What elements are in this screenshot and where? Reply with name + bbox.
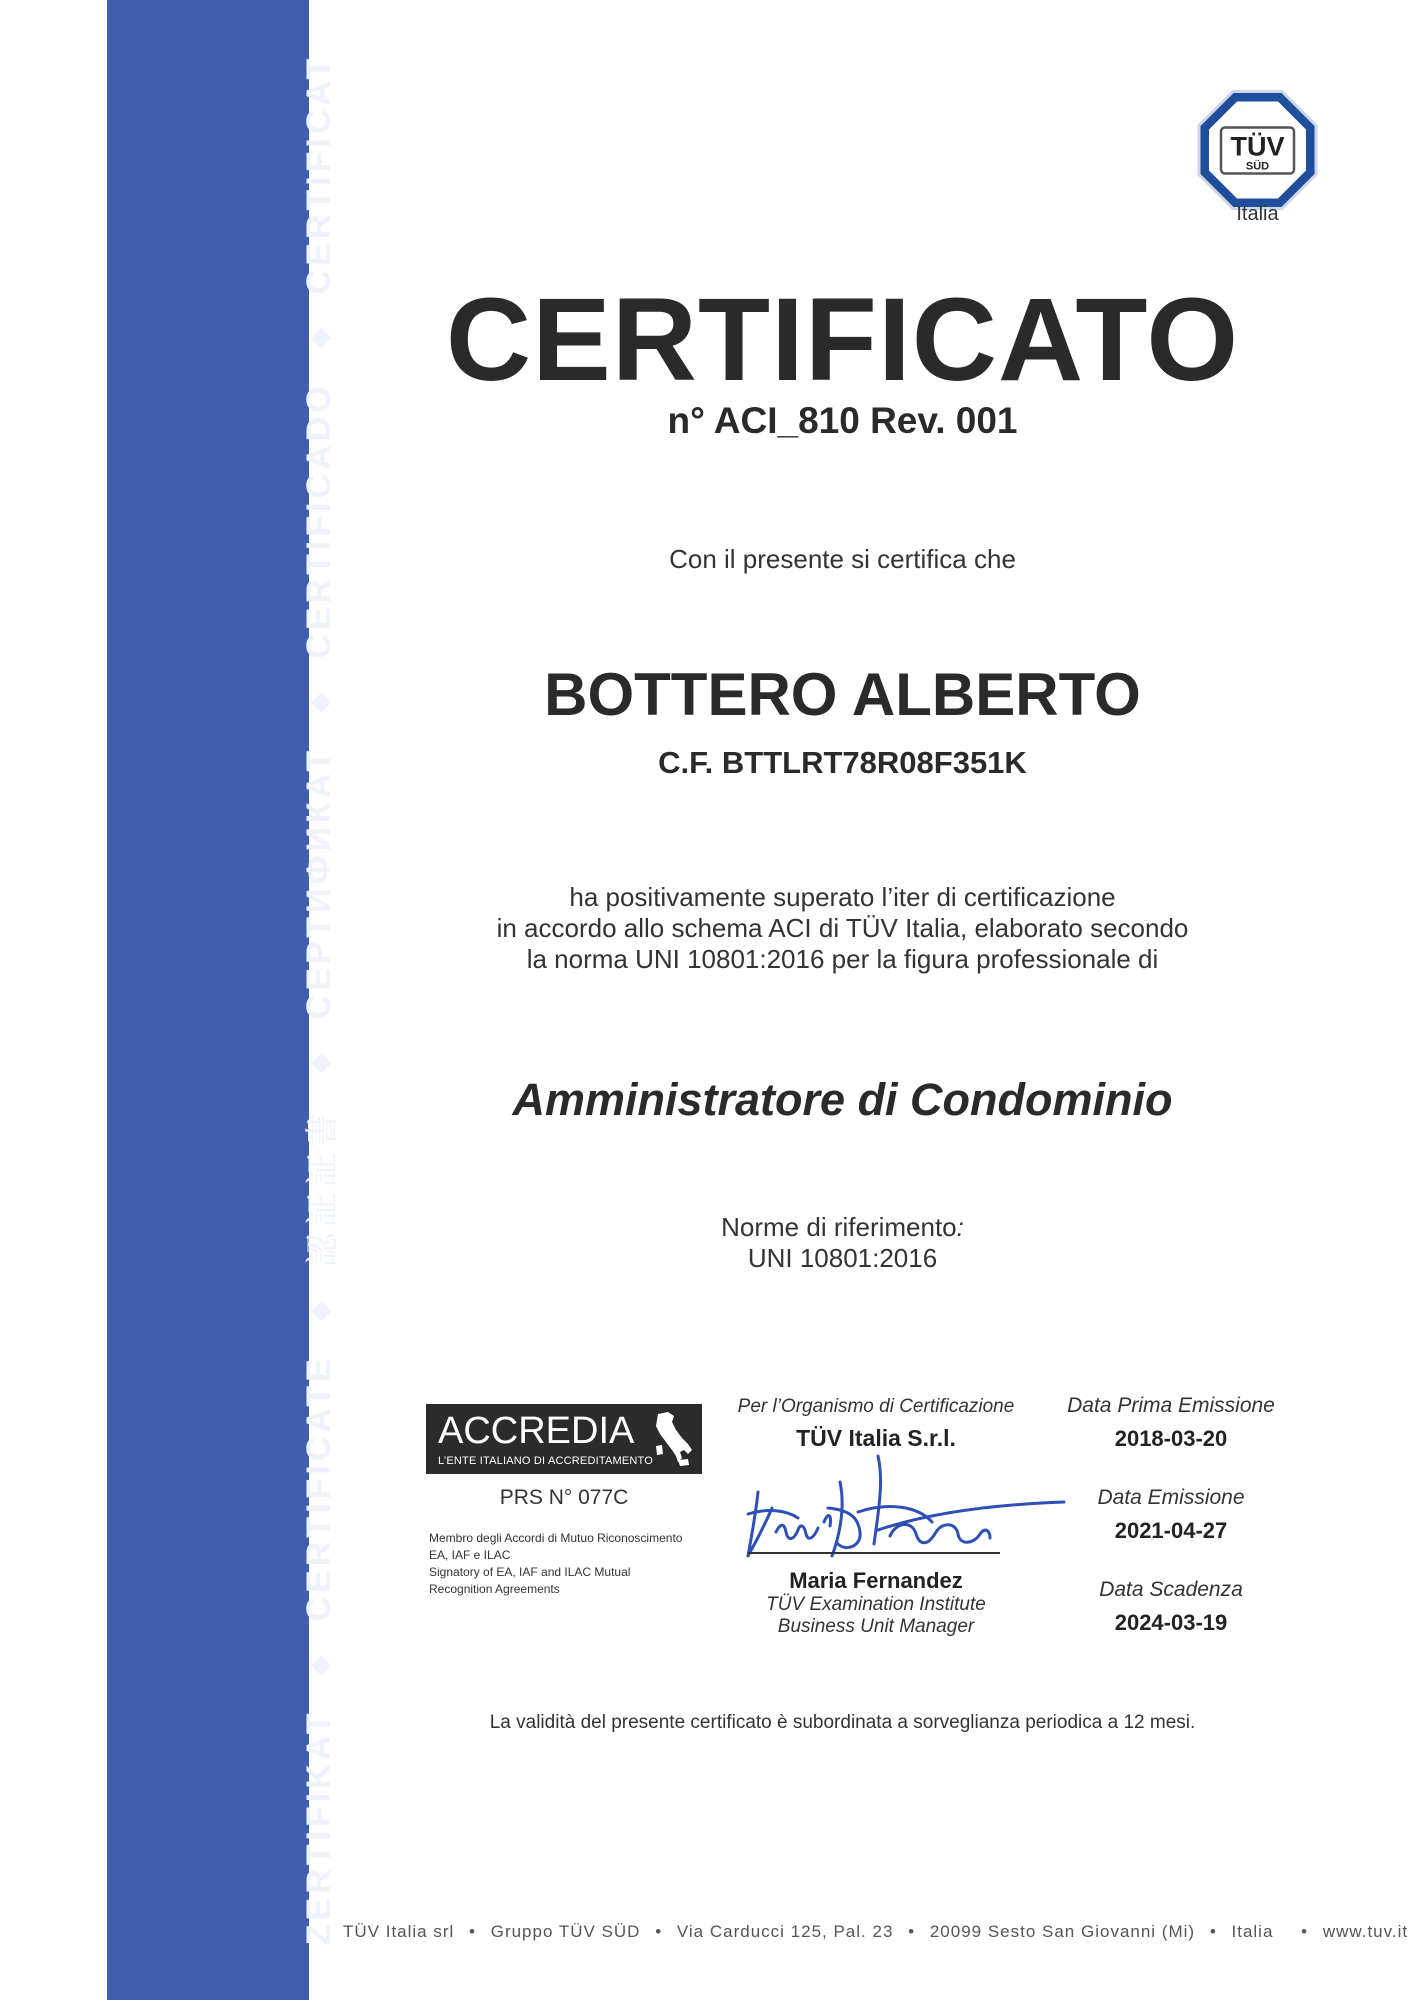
italy-map-icon (648, 1410, 698, 1470)
expiry-date-block (1060, 1578, 1282, 1636)
professional-role: Amministratore di Condominio (512, 1074, 1173, 1125)
holder-tax-code: C.F. BTTLRT78R08F351K (658, 745, 1027, 780)
footer-street: Via Carducci 125, Pal. 23 (676, 1922, 894, 1941)
band-label-zertifikat: ZERTIFIKAT (299, 1709, 338, 1946)
side-band-text (289, 0, 349, 2000)
accreditation-number: PRS N° 077C (499, 1486, 629, 1509)
validity-note: La validità del presente certificato è subordinata a sorveglianza periodica a 12 mesi. (489, 1712, 1196, 1733)
footer-separator: • (1301, 1922, 1309, 1941)
footer-website[interactable]: www.tuv.it (1322, 1922, 1409, 1941)
band-separator: ◆ (303, 328, 334, 349)
first-issue-date-block (1060, 1394, 1282, 1452)
band-label-certificado: CERTIFICADO (299, 382, 338, 659)
footer-country: Italia (1231, 1922, 1274, 1941)
first-issue-date-label: Data Prima Emissione (1067, 1394, 1275, 1417)
norms-label: Norme di riferimento (721, 1212, 957, 1242)
holder-name: BOTTERO ALBERTO (544, 661, 1141, 728)
reference-norms (420, 1212, 1265, 1274)
certificate-number: n° ACI_810 Rev. 001 (667, 400, 1018, 441)
mutual-line: Recognition Agreements (429, 1582, 560, 1596)
mutual-line: Membro degli Accordi di Mutuo Riconoscimento (429, 1531, 683, 1545)
signatory-role (720, 1594, 1032, 1638)
band-label-certificate: CERTIFICATE (299, 1355, 338, 1622)
footer-separator: • (908, 1922, 916, 1941)
side-band (107, 0, 342, 2000)
norms-colon: : (956, 1212, 964, 1242)
footer-address (343, 1922, 1409, 1942)
issue-date-value: 2021-04-27 (1114, 1518, 1228, 1543)
norms-value: UNI 10801:2016 (747, 1243, 938, 1273)
footer-separator: • (1209, 1922, 1217, 1941)
mutual-recognition-note (429, 1530, 719, 1598)
certification-statement (420, 882, 1265, 975)
accredia-name: ACCREDIA (438, 1410, 635, 1452)
logo-caption: Italia (1236, 203, 1279, 225)
handwritten-signature (728, 1452, 1068, 1572)
footer-city: 20099 Sesto San Giovanni (Mi) (929, 1922, 1196, 1941)
expiry-date-label: Data Scadenza (1099, 1578, 1243, 1601)
band-separator: ◆ (303, 1655, 334, 1676)
band-separator: ◆ (303, 1053, 334, 1074)
band-separator: ◆ (303, 1301, 334, 1322)
first-issue-date-value: 2018-03-20 (1114, 1426, 1228, 1451)
footer-group: Gruppo TÜV SÜD (490, 1922, 641, 1941)
certificate-title: CERTIFICATO (445, 274, 1240, 406)
expiry-date-value: 2024-03-19 (1114, 1610, 1228, 1635)
footer-separator: • (655, 1922, 663, 1941)
footer-company: TÜV Italia srl (343, 1922, 455, 1941)
statement-line: ha positivamente superato l’iter di certificazione (569, 882, 1116, 912)
signatory-organism: Per l’Organismo di Certificazione (737, 1396, 1015, 1417)
accredia-logo (426, 1404, 702, 1474)
signatory-role-line: Business Unit Manager (777, 1616, 975, 1637)
statement-line: in accordo allo schema ACI di TÜV Italia, elaborato secondo (496, 913, 1189, 943)
signatory-role-line: TÜV Examination Institute (766, 1594, 986, 1615)
band-label-japanese: 認証証書 (303, 1107, 342, 1268)
mutual-line: EA, IAF e ILAC (429, 1548, 511, 1562)
issue-date-label: Data Emissione (1097, 1486, 1245, 1509)
band-label-certificat: CERTIFICAT (299, 54, 338, 295)
signatory-name: Maria Fernandez (789, 1568, 963, 1593)
logo-mark-line2: SÜD (1245, 160, 1270, 173)
statement-line: la norma UNI 10801:2016 per la figura professionale di (526, 944, 1159, 974)
band-separator: ◆ (303, 692, 334, 713)
mutual-line: Signatory of EA, IAF and ILAC Mutual (429, 1565, 631, 1579)
signature-line (748, 1552, 1000, 1554)
issue-date-block (1060, 1486, 1282, 1544)
certificate-intro: Con il presente si certifica che (669, 544, 1016, 574)
logo-mark-line1: TÜV (1230, 131, 1285, 162)
footer-separator: • (469, 1922, 476, 1941)
band-label-russian: СЕРТИФИКАТ (299, 746, 338, 1020)
signatory-company: TÜV Italia S.r.l. (796, 1425, 956, 1451)
accredia-subtitle: L’ENTE ITALIANO DI ACCREDITAMENTO (438, 1455, 654, 1467)
